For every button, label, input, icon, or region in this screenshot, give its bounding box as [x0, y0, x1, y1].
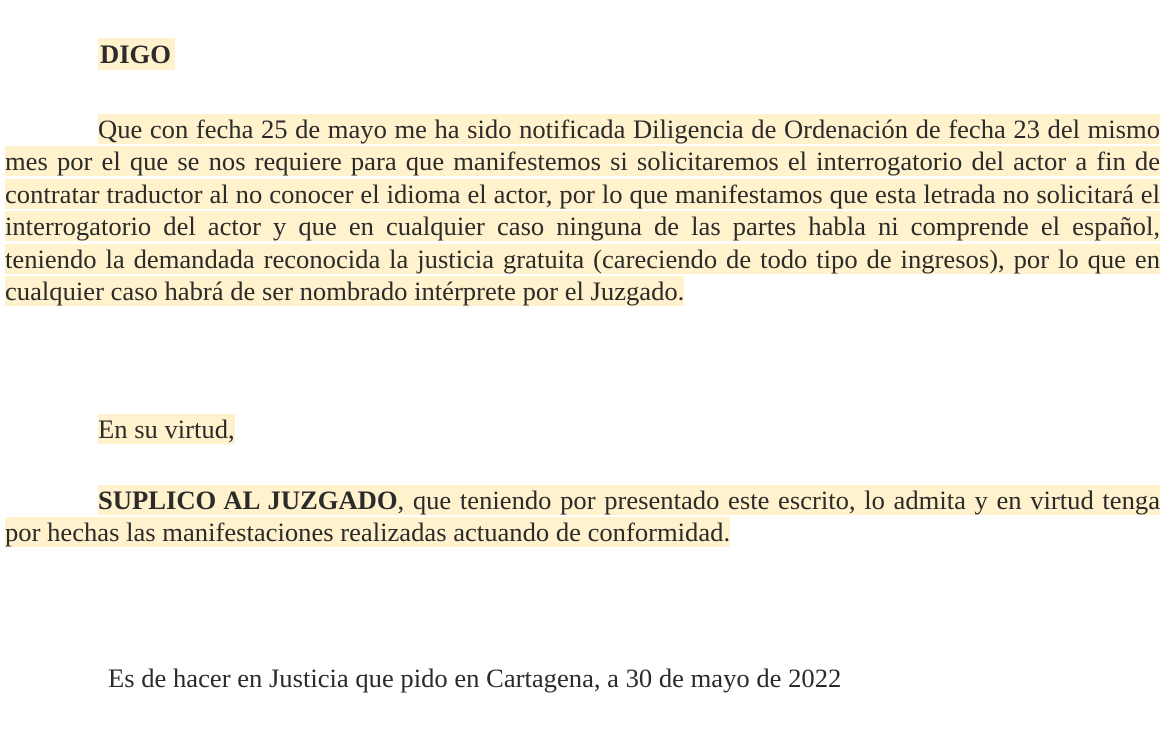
paragraph-notification-text: Que con fecha 25 de mayo me ha sido notificada Diligencia de Ordenación de fecha 23 del mismo mes por el que se nos requiere para que manifestemos si solicitaremos el interrogatorio del actor a fin de contratar traductor al no conocer el idioma el actor, por lo que manifestamos que esta letrada no solicitará el interrogatorio del actor y que en cualquier caso ninguna de las partes habla ni comprende el español, teniendo la demandada reconocida la justicia gratuita (careciendo de todo tipo de ingresos), por lo que en cualquier caso habrá de ser nombrado intérprete por el Juzgado. [5, 114, 1160, 307]
paragraph-notification [5, 113, 1160, 307]
paragraph-en-su-virtud-text: En su virtud, [98, 414, 235, 444]
suplico-heading: SUPLICO AL JUZGADO [98, 485, 398, 515]
paragraph-suplico-text: , que teniendo por presentado este escrito, lo admita y en virtud tenga por hechas las manifestaciones realizadas actuando de conformidad. [5, 485, 1161, 548]
section-heading: DIGO [98, 38, 175, 70]
paragraph-en-su-virtud [5, 413, 1160, 445]
paragraph-suplico [5, 484, 1160, 549]
closing-line: Es de hacer en Justicia que pido en Cartagena, a 30 de mayo de 2022 [108, 663, 842, 693]
